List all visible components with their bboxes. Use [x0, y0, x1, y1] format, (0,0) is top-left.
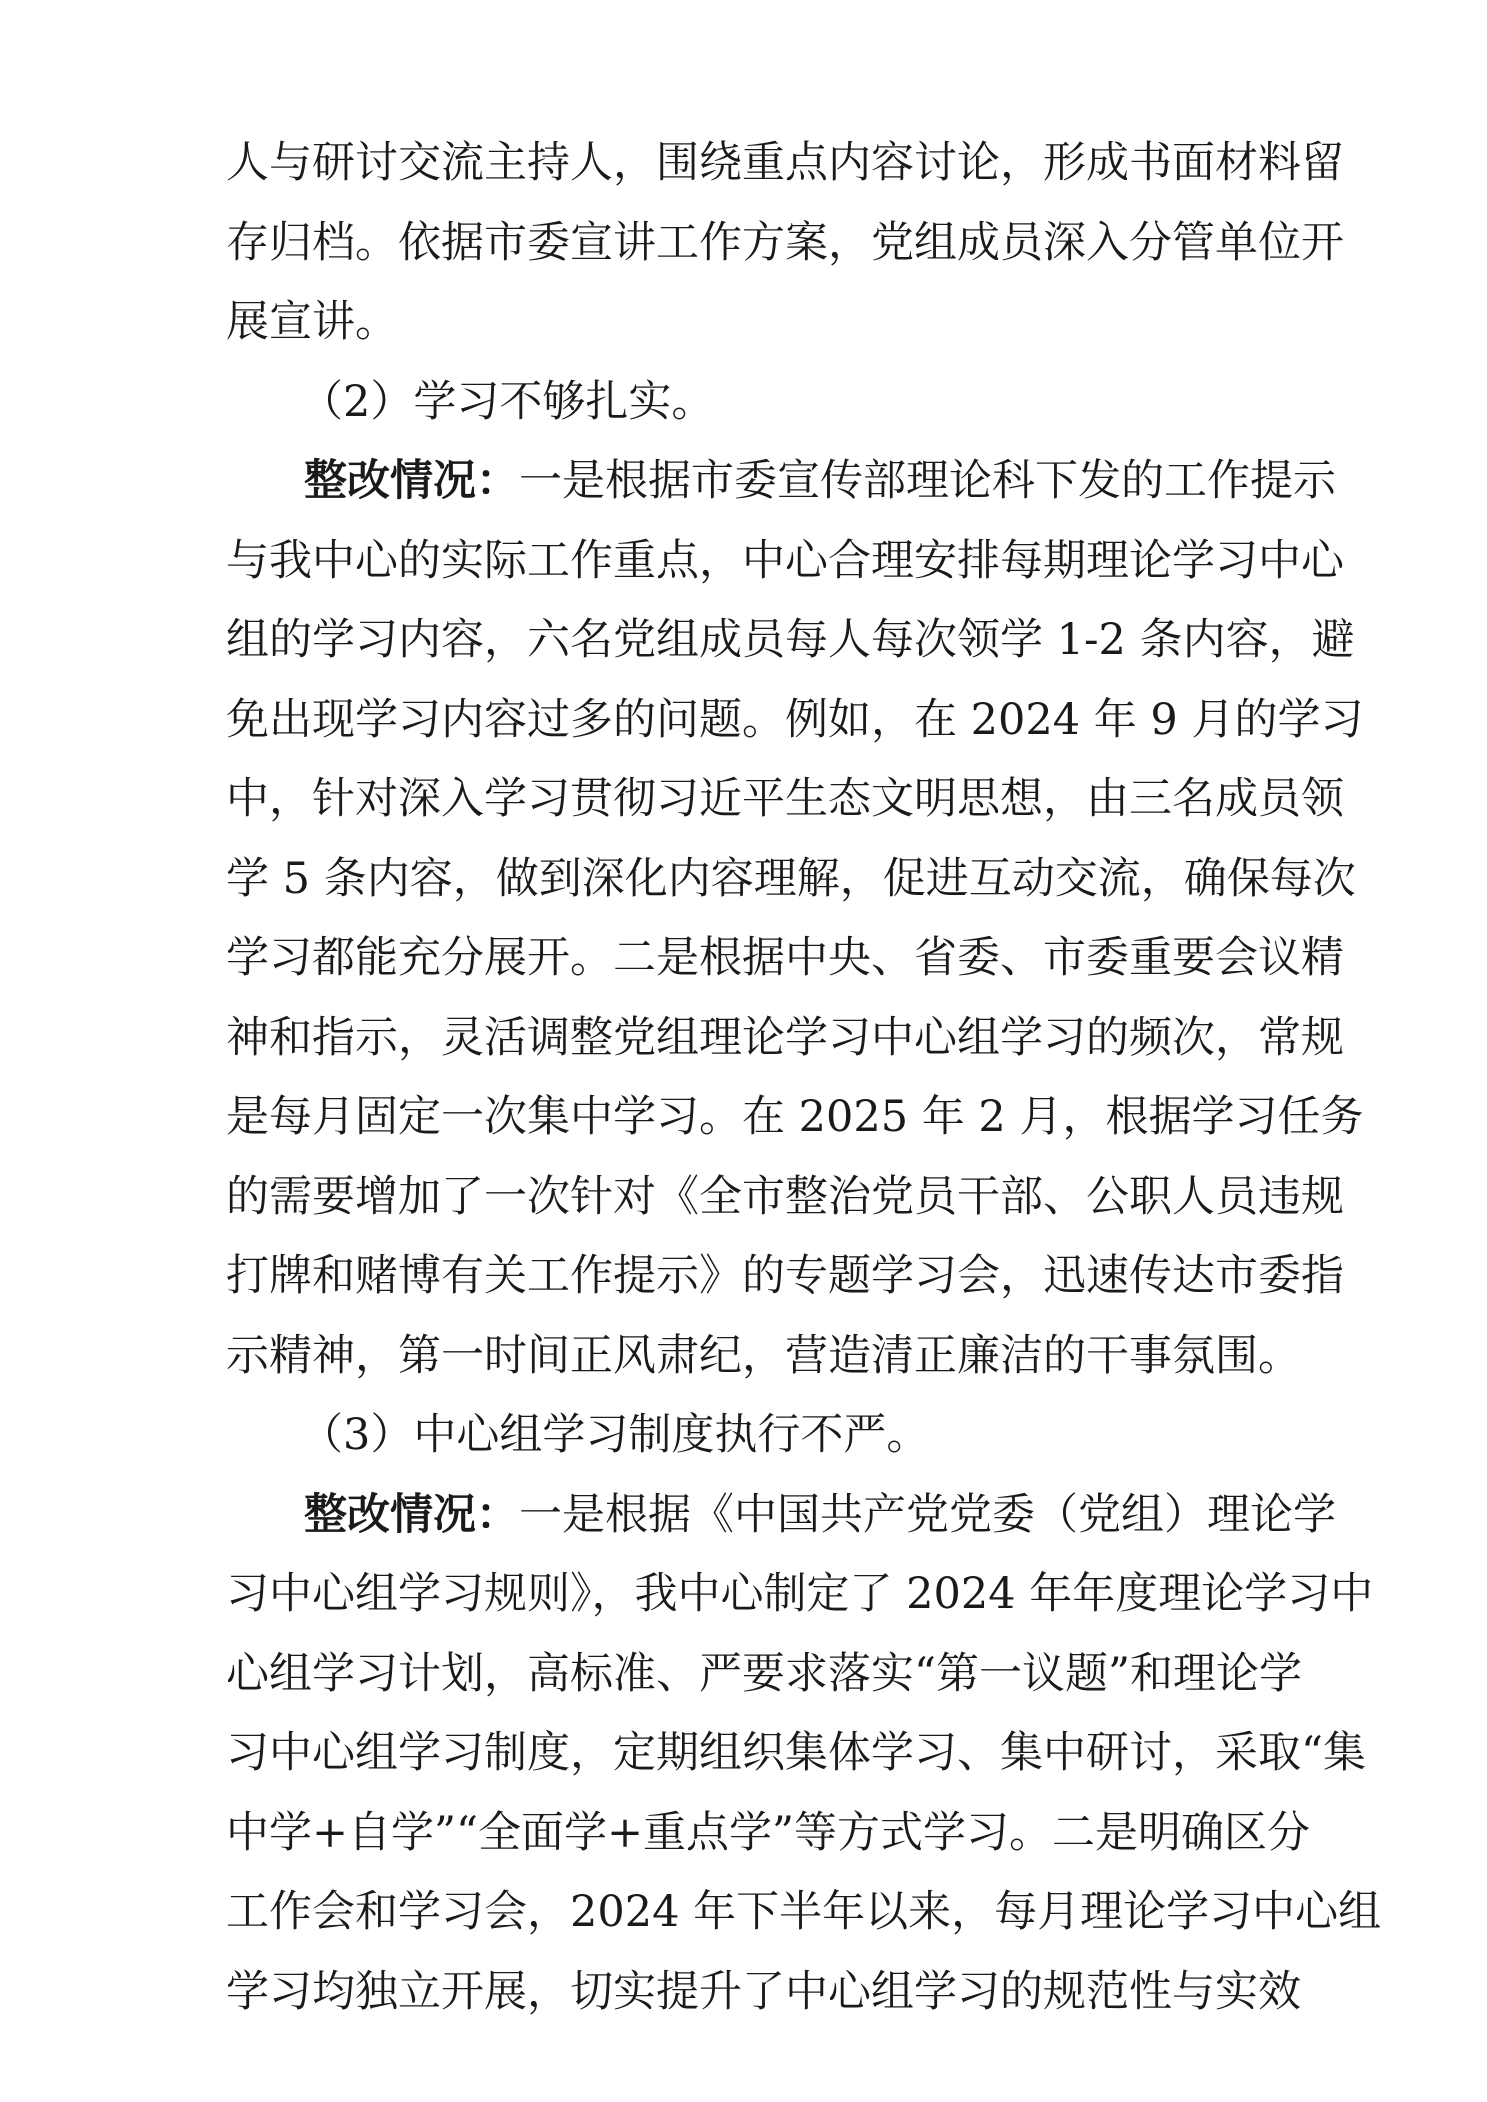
line-text: 学 5 条内容，做到深化内容理解，促进互动交流，确保每次 [226, 854, 1356, 904]
text-line [0, 530, 1487, 592]
line-text: 神和指示，灵活调整党组理论学习中心组学习的频次，常规 [226, 1013, 1344, 1063]
text-line [0, 848, 1487, 910]
line-text: 心组学习计划，高标准、严要求落实“第一议题”和理论学 [226, 1649, 1302, 1699]
text-line [0, 927, 1487, 989]
text-line [0, 1802, 1487, 1864]
text-line [0, 1086, 1487, 1148]
heading-text: （2）学习不够扎实。 [300, 377, 715, 427]
text-line [0, 768, 1487, 830]
line-text: 组的学习内容，六名党组成员每人每次领学 1-2 条内容，避 [226, 615, 1355, 665]
rectification-paragraph-start [304, 450, 1336, 512]
line-text: 的需要增加了一次针对《全市整治党员干部、公职人员违规 [226, 1172, 1344, 1222]
heading-text: （3）中心组学习制度执行不严。 [300, 1410, 930, 1460]
line-text: 学习都能充分展开。二是根据中央、省委、市委重要会议精 [226, 933, 1344, 983]
line-text: 免出现学习内容过多的问题。例如，在 2024 年 9 月的学习 [226, 695, 1364, 745]
line-text: 与我中心的实际工作重点，中心合理安排每期理论学习中心 [226, 536, 1344, 586]
line-text: 存归档。依据市委宣讲工作方案，党组成员深入分管单位开 [226, 218, 1344, 268]
line-text: 学习均独立开展，切实提升了中心组学习的规范性与实效 [226, 1967, 1301, 2017]
line-text: 一是根据《中国共产党党委（党组）理论学 [519, 1490, 1336, 1540]
bold-lead: 整改情况： [304, 1490, 519, 1540]
text-line [0, 1881, 1487, 1943]
line-text: 一是根据市委宣传部理论科下发的工作提示 [519, 456, 1336, 506]
line-text: 中，针对深入学习贯彻习近平生态文明思想，由三名成员领 [226, 774, 1344, 824]
text-line [0, 609, 1487, 671]
text-line [0, 689, 1487, 751]
text-line [0, 1722, 1487, 1784]
line-text: 中学+自学”“全面学+重点学”等方式学习。二是明确区分 [226, 1808, 1311, 1858]
bold-lead: 整改情况： [304, 456, 519, 506]
text-line [0, 1643, 1487, 1705]
line-text: 展宣讲。 [226, 297, 398, 347]
text-line [0, 212, 1487, 274]
line-text: 习中心组学习制度，定期组织集体学习、集中研讨，采取“集 [226, 1728, 1366, 1778]
text-line [0, 1007, 1487, 1069]
line-text: 工作会和学习会，2024 年下半年以来，每月理论学习中心组 [226, 1887, 1382, 1937]
rectification-paragraph-start [304, 1484, 1336, 1546]
line-text: 是每月固定一次集中学习。在 2025 年 2 月，根据学习任务 [226, 1092, 1364, 1142]
text-line [0, 1166, 1487, 1228]
line-text: 习中心组学习规则》，我中心制定了 2024 年年度理论学习中 [226, 1569, 1374, 1619]
text-line [0, 1961, 1487, 2023]
line-text: 打牌和赌博有关工作提示》的专题学习会，迅速传达市委指 [226, 1251, 1344, 1301]
text-line [0, 1245, 1487, 1307]
line-text: 示精神，第一时间正风肃纪，营造清正廉洁的干事氛围。 [226, 1331, 1301, 1381]
line-text: 人与研讨交流主持人，围绕重点内容讨论，形成书面材料留 [226, 138, 1344, 188]
text-line [0, 1563, 1487, 1625]
text-line [0, 132, 1487, 194]
